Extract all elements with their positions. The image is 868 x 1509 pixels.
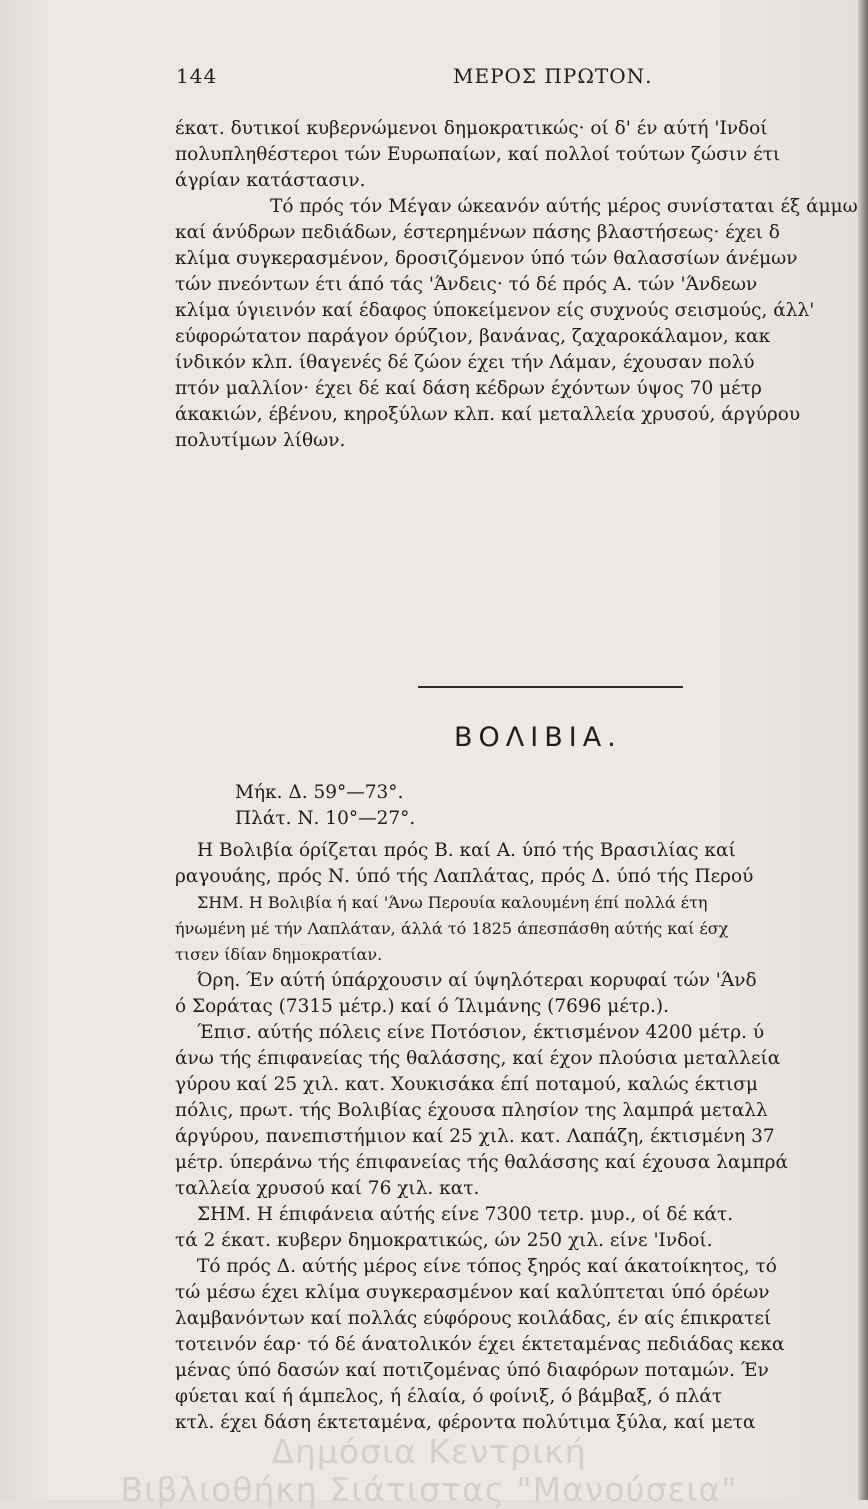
text-line: Η Βολιβία όρίζεται πρός Β. καί Α. ύπό τής Βρασιλίας καί xyxy=(197,840,736,861)
text-line: γύρου καί 25 χιλ. κατ. Χουκισάκα έπί ποταμού, καλώς έκτισμ xyxy=(175,1074,758,1095)
text-line: μένας ύπό δασών καί ποτιζομένας ύπό διαφόρων ποταμών. Έν xyxy=(175,1360,769,1381)
text-line: τοτεινόν έαρ· τό δέ άνατολικόν έχει έκτεταμένας πεδιάδας κεκα xyxy=(175,1334,785,1355)
text-line: ταλλεία χρυσού καί 76 χιλ. κατ. xyxy=(175,1178,480,1199)
text-line: καί άνύδρων πεδιάδων, έστερημένων πάσης βλαστήσεως· έχει δ xyxy=(175,222,780,243)
text-line: πτόν μαλλίον· έχει δέ καί δάση κέδρων έχόντων ύψος 70 μέτρ xyxy=(175,378,762,399)
section-title: ΒΟΛΙΒΙΑ. xyxy=(454,722,622,753)
bolivia-body xyxy=(175,838,860,1436)
text-line: άκακιών, έβένου, κηροξύλων κλπ. καί μεταλλεία χρυσού, άργύρου xyxy=(175,404,801,425)
text-line: Όρη. Έν αύτή ύπάρχουσιν αί ύψηλότεραι κορυφαί τών 'Άνδ xyxy=(197,970,757,991)
text-line: λαμβανόντων καί πολλάς εύφόρους κοιλάδας, έν αίς έπικρατεί xyxy=(175,1308,772,1329)
library-watermark-line-1: Δημόσια Κεντρική xyxy=(271,1432,587,1471)
text-line: φύεται καί ή άμπελος, ή έλαία, ό φοίνιξ, ό βάμβαξ, ό πλάτ xyxy=(175,1386,723,1407)
text-line: κλίμα συγκερασμένον, δροσιζόμενον ύπό τών θαλασσίων άνέμων xyxy=(175,248,798,269)
longitude-line: Μήκ. Δ. 59°—73°. xyxy=(235,782,404,803)
section-divider xyxy=(418,686,683,688)
text-line: τών πνεόντων έτι άπό τάς 'Άνδεις· τό δέ πρός Α. τών 'Άνδεων xyxy=(175,274,758,295)
text-line: Τό πρός τόν Μέγαν ώκεανόν αύτής μέρος συνίσταται έξ άμμω xyxy=(270,196,858,217)
text-line: κλίμα ύγιεινόν καί έδαφος ύποκείμενον είς συχνούς σεισμούς, άλλ' xyxy=(175,300,815,321)
text-line: μέτρ. ύπεράνω τής έπιφανείας τής θαλάσσης καί έχουσα λαμπρά xyxy=(175,1152,789,1173)
text-line: άγρίαν κατάστασιν. xyxy=(175,170,366,191)
text-line: πολυπληθέστεροι τών Ευρωπαίων, καί πολλοί τούτων ζώσιν έτι xyxy=(175,144,781,165)
text-line: έκατ. δυτικοί κυβερνώμενοι δημοκρατικώς· οί δ' έν αύτή 'Ινδοί xyxy=(175,118,768,139)
text-line: ΣΗΜ. Η έπιφάνεια αύτής είνε 7300 τετρ. μυρ., οί δέ κάτ. xyxy=(197,1204,734,1225)
text-line: πολυτίμων λίθων. xyxy=(175,430,346,451)
note-line: ΣΗΜ. Η Βολιβία ή καί 'Άνω Περουία καλουμένη έπί πολλά έτη xyxy=(197,893,708,912)
text-line: ραγουάης, πρός Ν. ύπό τής Λαπλάτας, πρός Δ. ύπό τής Περού xyxy=(175,866,754,887)
text-line: άνω τής έπιφανείας τής θαλάσσης, καί έχον πλούσια μεταλλεία xyxy=(175,1048,781,1069)
text-line: Έπισ. αύτής πόλεις είνε Ποτόσιον, έκτισμένον 4200 μέτρ. ύ xyxy=(197,1022,765,1043)
running-title: ΜΕΡΟΣ ΠΡΩΤΟΝ. xyxy=(453,64,653,88)
text-line: κτλ. έχει δάση έκτεταμένα, φέροντα πολύτιμα ξύλα, καί μετα xyxy=(175,1412,756,1433)
top-paragraph xyxy=(175,116,860,454)
text-line: τώ μέσω έχει κλίμα συγκερασμένον καί καλύπτεται ύπό όρέων xyxy=(175,1282,770,1303)
note-line: τισεν ίδίαν δημοκρατίαν. xyxy=(175,945,383,964)
text-line: άργύρου, πανεπιστήμιον καί 25 χιλ. κατ. Λαπάζη, έκτισμένη 37 xyxy=(175,1126,775,1147)
text-line: εύφορώτατον παράγον όρύζιον, βανάνας, ζαχαροκάλαμον, κακ xyxy=(175,326,771,347)
latitude-line: Πλάτ. Ν. 10°—27°. xyxy=(235,808,416,829)
text-line: τά 2 έκατ. κυβερν δημοκρατικώς, ών 250 χιλ. είνε 'Ινδοί. xyxy=(175,1230,713,1251)
text-line: ίνδικόν κλπ. ίθαγενές δέ ζώον έχει τήν Λάμαν, έχουσαν πολύ xyxy=(175,352,755,373)
note-line: ήνωμένη μέ τήν Λαπλάταν, άλλά τό 1825 άπεσπάσθη αύτής καί έσχ xyxy=(175,919,729,938)
text-line: ό Σοράτας (7315 μέτρ.) καί ό Ίλιμάνης (7696 μέτρ.). xyxy=(175,996,669,1017)
page-number: 144 xyxy=(176,64,218,88)
text-line: Τό πρός Δ. αύτής μέρος είνε τόπος ξηρός καί άκατοίκητος, τό xyxy=(197,1256,777,1277)
text-line: πόλις, πρωτ. τής Βολιβίας έχουσα πλησίον της λαμπρά μεταλλ xyxy=(175,1100,768,1121)
library-watermark-line-2: Βιβλιοθήκη Σιάτιστας "Μανούσεια" xyxy=(120,1470,738,1509)
